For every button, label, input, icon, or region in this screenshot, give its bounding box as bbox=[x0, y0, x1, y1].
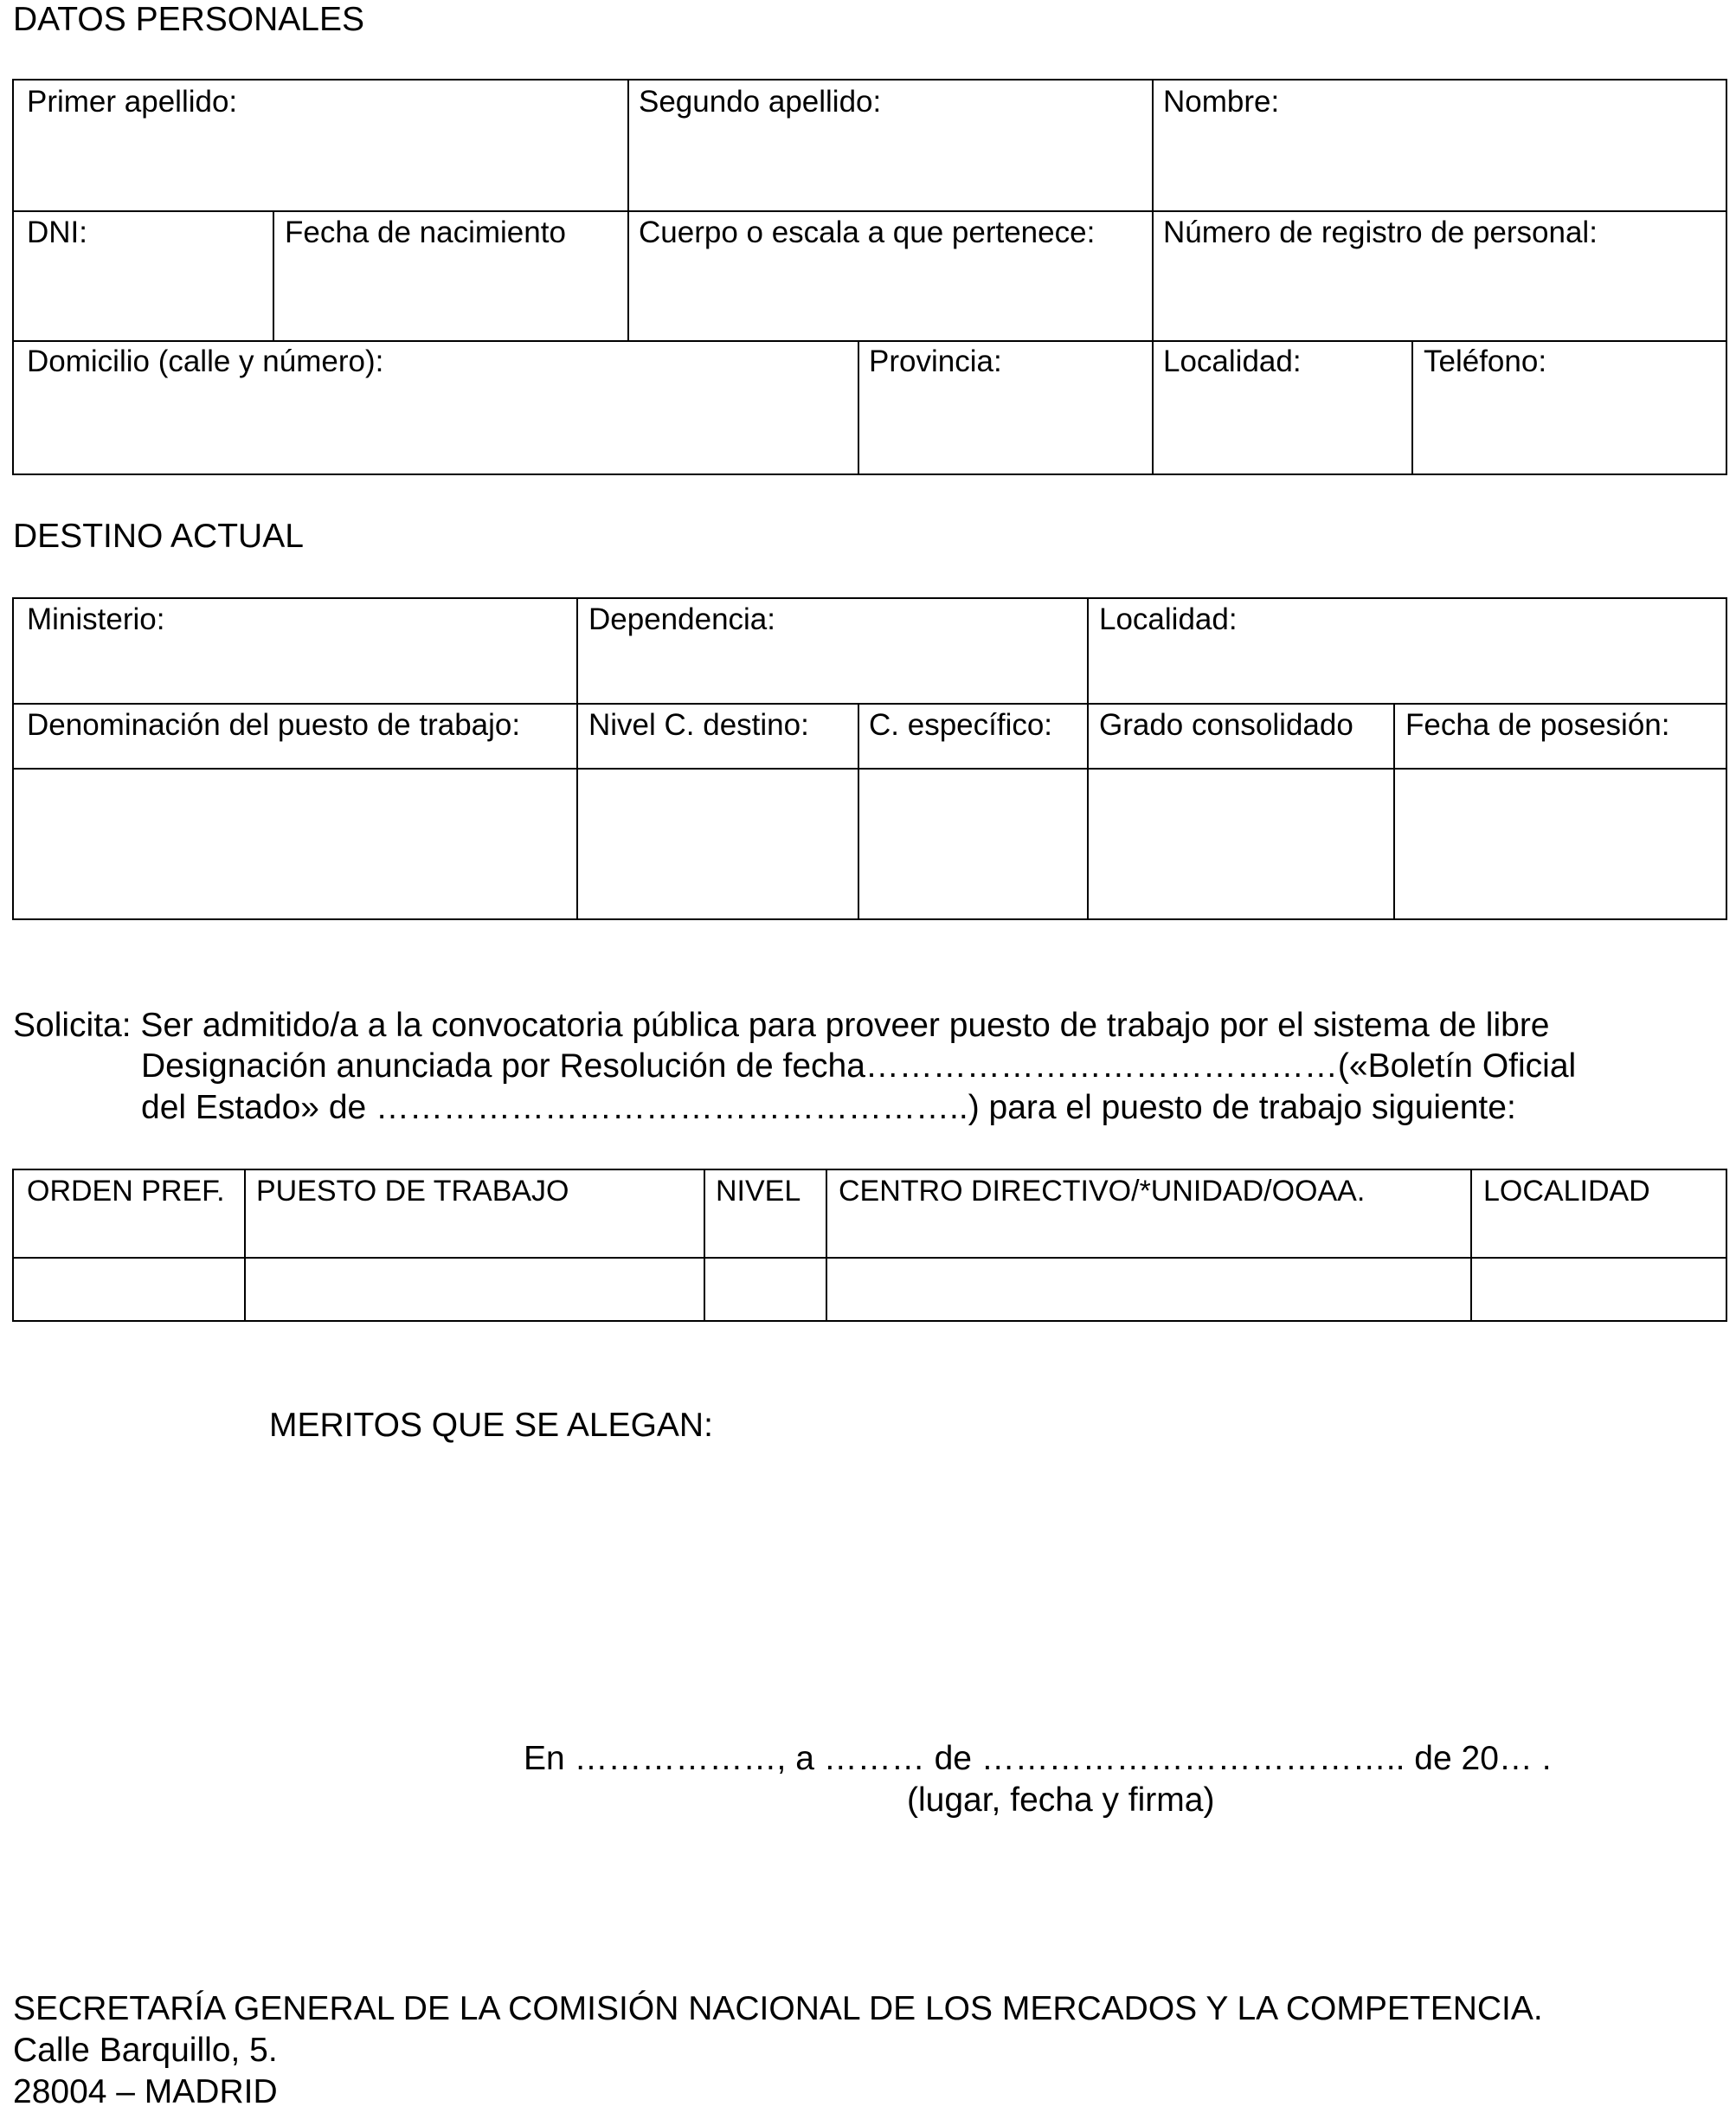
input-localidad-puesto[interactable] bbox=[1470, 1257, 1727, 1322]
field-provincia[interactable] bbox=[858, 340, 1152, 475]
label-c-especifico: C. específico: bbox=[869, 708, 1053, 742]
header-localidad-puesto bbox=[1470, 1170, 1727, 1257]
input-denominacion[interactable] bbox=[14, 768, 576, 920]
label-ministerio: Ministerio: bbox=[27, 602, 165, 636]
label-telefono: Teléfono: bbox=[1424, 345, 1547, 378]
input-especifico[interactable] bbox=[858, 768, 1087, 920]
label-fecha-posesion: Fecha de posesión: bbox=[1405, 708, 1670, 742]
label-localidad: Localidad: bbox=[1163, 345, 1302, 378]
input-nivel-puesto[interactable] bbox=[704, 1257, 826, 1322]
solicita-line-1: Solicita: Ser admitido/a a la convocatoria pública para proveer puesto de trabajo por el sistema de libre bbox=[13, 1007, 1550, 1044]
field-dependencia[interactable] bbox=[576, 599, 1087, 703]
footer-city: 28004 – MADRID bbox=[13, 2073, 278, 2110]
datos-personales-table bbox=[12, 79, 1727, 475]
input-centro-directivo[interactable] bbox=[826, 1257, 1470, 1322]
label-centro-directivo: CENTRO DIRECTIVO/*UNIDAD/OOAA. bbox=[839, 1175, 1366, 1208]
header-grado bbox=[1087, 703, 1393, 768]
label-localidad-destino: Localidad: bbox=[1099, 602, 1238, 636]
field-primer-apellido[interactable] bbox=[14, 81, 627, 210]
field-fecha-nacimiento[interactable] bbox=[273, 210, 627, 340]
header-centro-directivo bbox=[826, 1170, 1470, 1257]
field-localidad-destino[interactable] bbox=[1087, 599, 1727, 703]
label-orden-pref: ORDEN PREF. bbox=[27, 1175, 225, 1208]
field-domicilio[interactable] bbox=[14, 340, 858, 475]
input-nivel[interactable] bbox=[576, 768, 858, 920]
puestos-table bbox=[12, 1169, 1727, 1322]
field-nombre[interactable] bbox=[1152, 81, 1727, 210]
input-puesto-trabajo[interactable] bbox=[244, 1257, 704, 1322]
section-title-datos-personales: DATOS PERSONALES bbox=[13, 1, 365, 38]
solicita-line-3: del Estado» de ……………………………………………..) para el puesto de trabajo siguiente: bbox=[141, 1089, 1516, 1126]
header-orden-pref bbox=[14, 1170, 244, 1257]
label-grado-consolidado: Grado consolidado bbox=[1099, 708, 1353, 742]
label-primer-apellido: Primer apellido: bbox=[27, 85, 238, 119]
label-segundo-apellido: Segundo apellido: bbox=[639, 85, 882, 119]
field-cuerpo-escala[interactable] bbox=[627, 210, 1152, 340]
label-provincia: Provincia: bbox=[869, 345, 1002, 378]
field-localidad[interactable] bbox=[1152, 340, 1411, 475]
field-segundo-apellido[interactable] bbox=[627, 81, 1152, 210]
section-title-destino-actual: DESTINO ACTUAL bbox=[13, 518, 304, 555]
footer-address: Calle Barquillo, 5. bbox=[13, 2032, 278, 2069]
header-especifico bbox=[858, 703, 1087, 768]
field-ministerio[interactable] bbox=[14, 599, 576, 703]
label-numero-registro: Número de registro de personal: bbox=[1163, 216, 1598, 249]
header-nivel bbox=[576, 703, 858, 768]
input-orden-pref[interactable] bbox=[14, 1257, 244, 1322]
header-fecha-posesion bbox=[1393, 703, 1727, 768]
input-fecha-posesion[interactable] bbox=[1393, 768, 1727, 920]
label-denominacion: Denominación del puesto de trabajo: bbox=[27, 708, 521, 742]
header-nivel-puesto bbox=[704, 1170, 826, 1257]
field-dni[interactable] bbox=[14, 210, 273, 340]
meritos-area[interactable] bbox=[269, 1463, 1654, 1723]
field-telefono[interactable] bbox=[1411, 340, 1727, 475]
label-dependencia: Dependencia: bbox=[588, 602, 775, 636]
header-denominacion bbox=[14, 703, 576, 768]
label-nivel-puesto: NIVEL bbox=[716, 1175, 801, 1208]
label-localidad-puesto: LOCALIDAD bbox=[1483, 1175, 1650, 1208]
firma-caption: (lugar, fecha y firma) bbox=[907, 1781, 1215, 1819]
label-puesto-trabajo: PUESTO DE TRABAJO bbox=[256, 1175, 569, 1208]
section-title-meritos: MERITOS QUE SE ALEGAN: bbox=[269, 1407, 713, 1444]
solicita-line-2: Designación anunciada por Resolución de fecha……………………………………(«Boletín Oficial bbox=[141, 1047, 1577, 1085]
label-cuerpo-escala: Cuerpo o escala a que pertenece: bbox=[639, 216, 1096, 249]
label-nivel-c-destino: Nivel C. destino: bbox=[588, 708, 809, 742]
input-grado[interactable] bbox=[1087, 768, 1393, 920]
destino-actual-table bbox=[12, 597, 1727, 920]
footer-organization: SECRETARÍA GENERAL DE LA COMISIÓN NACIONAL DE LOS MERCADOS Y LA COMPETENCIA. bbox=[13, 1990, 1543, 2027]
label-domicilio: Domicilio (calle y número): bbox=[27, 345, 384, 378]
label-nombre: Nombre: bbox=[1163, 85, 1280, 119]
firma-line: En ………………, a ……… de ……………………………….. de 20… . bbox=[524, 1740, 1552, 1777]
label-fecha-nacimiento: Fecha de nacimiento bbox=[285, 216, 566, 249]
header-puesto-trabajo bbox=[244, 1170, 704, 1257]
label-dni: DNI: bbox=[27, 216, 87, 249]
field-numero-registro[interactable] bbox=[1152, 210, 1727, 340]
